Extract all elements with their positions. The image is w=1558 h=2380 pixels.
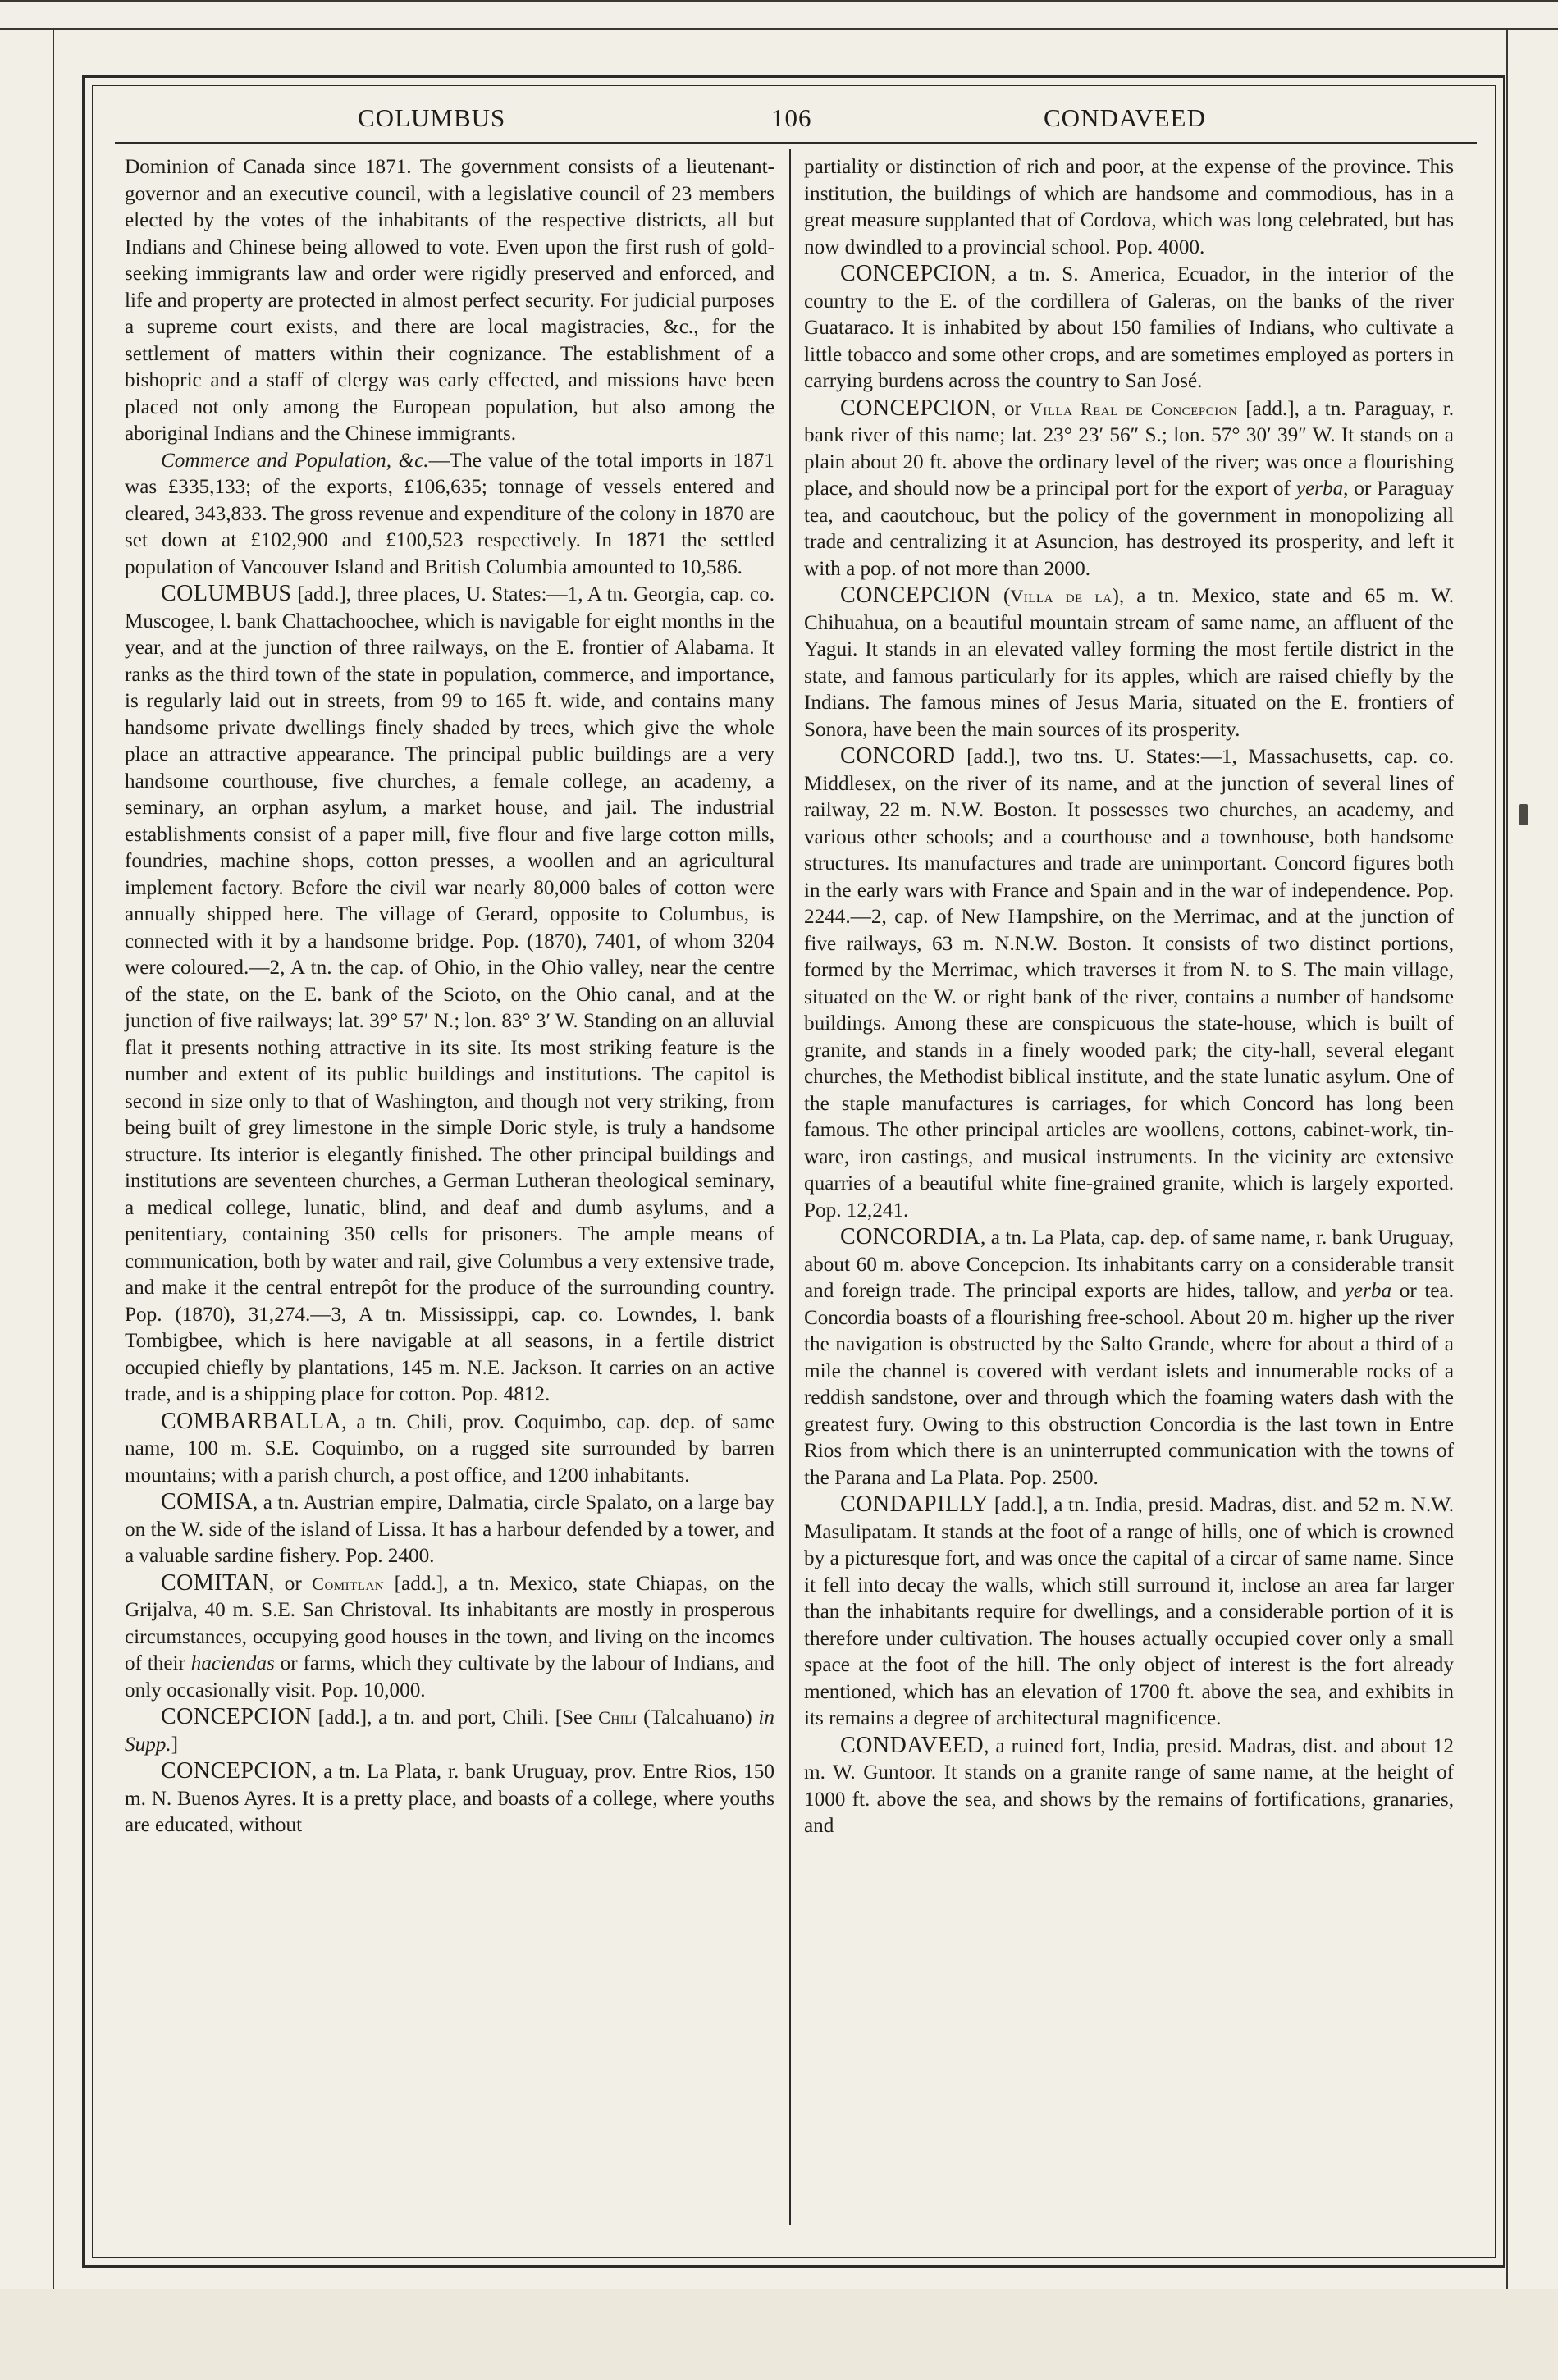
entry-text: , or Paraguay tea, and caoutchouc, but the policy of the government in monopolizing all trade and centralizing it at Asuncion, has destroyed its prosperity, and left it with a pop. of not more than 2000. — [804, 477, 1454, 580]
continued-text — [804, 154, 1454, 261]
header-rule — [115, 142, 1477, 144]
left-edge-rule — [53, 28, 54, 2292]
entry-text: [add.], a tn. and port, Chili. [See — [311, 1706, 599, 1729]
entry-headword: CONCEPCION — [161, 1704, 312, 1729]
entry-text: (Talcahuano) — [637, 1706, 759, 1729]
left-column — [125, 154, 774, 1839]
italic-text: Commerce and Population, &c. — [161, 449, 429, 472]
entry-headword: COMISA — [161, 1489, 253, 1514]
right-edge-rule — [1506, 28, 1508, 2292]
entry-text: [add.], a tn. India, presid. Madras, dist. and 52 m. N.W. Masulipatam. It stands at the foot of a range of hills, one of which is crowned by a picturesque fort, and was once the capital of a circar of same name. Since it fell into decay the walls, which still surround it, inclose an area far larger than the inhabitants require for dwellings, and a considerable portion of it is therefore under cultivation. The houses actually occupied cover only a small space at the foot of the hill. The only object of interest is the fort already mentioned, which has an elevation of 1700 ft. above the sea, and exhibits in its remains a degree of architectural magnificence. — [804, 1494, 1454, 1729]
gazetteer-entry — [804, 1491, 1454, 1733]
gazetteer-entry — [804, 582, 1454, 743]
gazetteer-entry — [804, 1733, 1454, 1840]
gazetteer-entry — [125, 1409, 774, 1490]
gazetteer-entry — [804, 261, 1454, 395]
gazetteer-entry — [125, 448, 774, 582]
entry-text: ), a tn. Mexico, state and 65 m. W. Chihuahua, on a beautiful mountain stream of same name, an affluent of the Yagui. It stands in an elevated valley forming the most fertile district in the state, and famous particularly for its apples, which are raised chiefly by the Indians. The famous mines of Jesus Maria, situated on the E. frontiers of Sonora, have been the main sources of its prosperity. — [804, 585, 1454, 741]
entry-text: , a tn. Chili, prov. Coquimbo, cap. dep. of same name, 100 m. S.E. Coquimbo, on a rugged site surrounded by barren mountains; with a parish church, a post office, and 1200 inhabitants. — [125, 1410, 774, 1487]
entry-headword: CONCEPCION — [840, 395, 991, 421]
page-number: 106 — [771, 103, 812, 132]
gazetteer-entry — [804, 1224, 1454, 1491]
gazetteer-entry — [125, 1704, 774, 1758]
small-caps-text: Villa de la — [1010, 586, 1113, 606]
gazetteer-entry — [804, 395, 1454, 583]
entry-text: partiality or distinction of rich and poor, at the expense of the province. This institution, the buildings of which are handsome and commodious, has in a great measure supplanted that of Cordova, which was long celebrated, but has now dwindled to a provincial school. Pop. 4000. — [804, 156, 1454, 258]
continued-text — [125, 154, 774, 448]
column-divider — [789, 149, 791, 2225]
entry-headword: COMITAN — [161, 1569, 269, 1596]
entry-text: , or — [268, 1572, 313, 1595]
entry-text: ] — [171, 1733, 179, 1756]
entry-text: , a tn. Austrian empire, Dalmatia, circle Spalato, on a large bay on the W. side of the island of Lissa. It has a harbour defended by a tower, and a valuable sardine fishery. Pop. 2400. — [125, 1491, 774, 1567]
entry-text: [add.], a tn. Paraguay, r. bank river of this name; lat. 23° 23′ 56″ S.; lon. 57° 30′ 39″ W. It stands on a plain about 20 ft. above the ordinary level of the river; was once a flourishing place, and should now be a principal port for the export of — [804, 397, 1454, 500]
page-bottom-margin — [0, 2289, 1558, 2380]
entry-headword: CONCEPCION — [161, 1758, 312, 1784]
entry-text: [add.], a tn. Mexico, state Chiapas, on the Grijalva, 40 m. S.E. San Christoval. Its inhabitants are mostly in prosperous circumstances, occupying good houses in the town, and living on the incomes of their — [125, 1572, 774, 1674]
entry-text: , a tn. S. America, Ecuador, in the interior of the country to the E. of the cordillera of Galeras, on the banks of the river Guataraco. It is inhabited by about 150 families of Indians, who cultivate a little tobacco and some other crops, and are sometimes employed as porters in carrying burdens across the country to San José. — [804, 263, 1454, 392]
entry-text: , a tn. La Plata, cap. dep. of same name, r. bank Uruguay, about 60 m. above Concepcion. Its inhabitants carry on a considerable transit and foreign trade. The principal exports are hides, tallow, and — [804, 1227, 1454, 1302]
gazetteer-entry — [125, 581, 774, 1409]
gazetteer-entry — [125, 1570, 774, 1705]
small-caps-text: Chili — [598, 1707, 637, 1728]
entry-headword: CONCEPCION — [840, 582, 991, 608]
entry-text: [add.], three places, U. States:—1, A tn. Georgia, cap. co. Muscogee, l. bank Chattachoochee, which is navigable for eight months in the year, and at the junction of three railways, on the E. frontier of Alabama. It ranks as the third town of the state in population, commerce, and importance, is regularly laid out in streets, from 99 to 165 ft. wide, and contains many handsome private dwellings finely shaded by trees, which give the whole place an attractive appearance. The principal public buildings are a very handsome courthouse, five churches, a female college, an academy, a seminary, an orphan asylum, a market house, and jail. The industrial establishments consist of a paper mill, five flour and five large cotton mills, foundries, machine shops, cotton presses, a woollen and an agricultural implement factory. Before the civil war nearly 80,000 bales of cotton were annually shipped here. The village of Gerard, opposite to Columbus, is connected with it by a handsome bridge. Pop. (1870), 7401, of whom 3204 were coloured.—2, A tn. the cap. of Ohio, in the Ohio valley, near the centre of the state, on the E. bank of the Scioto, on the Ohio canal, and at the junction of five railways; lat. 39° 57′ N.; lon. 83° 3′ W. Standing on an alluvial flat it presents nothing attractive in its site. Its most striking feature is the number and extent of its public buildings and institutions. The capitol is second in size only to that of Washington, and though not very striking, from being built of grey limestone in the simple Doric style, is truly a handsome structure. Its interior is elegantly finished. The other principal buildings and institutions are seventeen churches, a German Lutheran theological seminary, a medical college, lunatic, blind, and deaf and dumb asylums, and a penitentiary, containing 350 cells for prisoners. The ample means of communication, both by water and rail, give Columbus a very extensive trade, and make it the central entrepôt for the produce of the surrounding country. Pop. (1870), 31,274.—3, A tn. Mississippi, cap. co. Lowndes, l. bank Tombigbee, which is here navigable at all seasons, in a fertile district occupied chiefly by plantations, 145 m. N.E. Jackson. It carries on an active trade, and is a shipping place for cotton. Pop. 4812. — [125, 583, 774, 1405]
gazetteer-entry — [125, 1489, 774, 1570]
entry-headword: COMBARBALLA — [161, 1408, 342, 1434]
italic-text: yerba — [1295, 477, 1344, 500]
header-right-guide-word: CONDAVEED — [1044, 103, 1206, 132]
italic-text: haciendas — [190, 1652, 275, 1674]
gazetteer-entry — [125, 1758, 774, 1839]
entry-headword: CONDAPILLY — [840, 1491, 989, 1517]
header-left-guide-word: COLUMBUS — [358, 103, 506, 132]
entry-text: or tea. Concordia boasts of a flourishing free-school. About 20 m. higher up the river the navigation is obstructed by the Salto Grande, where for about a third of a mile the channel is covered with verdant islets and innumerable rocks of a reddish sandstone, over and through which the foaming waters dash with the greatest fury. Owing to this obstruction Concordia is the last town in Entre Rios from which there is an uninterrupted communication with the towns of the Parana and La Plata. Pop. 2500. — [804, 1280, 1454, 1489]
gazetteer-entry — [804, 743, 1454, 1224]
small-caps-text: Villa Real de Concepcion — [1029, 398, 1238, 419]
small-caps-text: Comitlan — [312, 1573, 385, 1594]
entry-text: [add.], two tns. U. States:—1, Massachusetts, cap. co. Middlesex, on the river of its name, and at the junction of several lines of railway, 22 m. N.W. Boston. It possesses two churches, an academy, and various other schools; and a courthouse and a townhouse, both handsome structures. Its manufactures and trade are unimportant. Concord figures both in the early wars with France and Spain and in the war of independence. Pop. 2244.—2, cap. of New Hampshire, on the Merrimac, and at the junction of five railways, 63 m. N.N.W. Boston. It consists of two distinct portions, formed by the Merrimac, which traverses it from N. to S. The main village, situated on the W. or right bank of the river, contains a number of handsome buildings. Among these are conspicuous the state-house, which is built of granite, and stands in a finely wooded park; the city-hall, several elegant churches, the Methodist biblical institute, and the state lunatic asylum. One of the staple manufactures is carriages, for which Concord has long been famous. The other principal articles are woollens, cottons, cabinet-work, tin-ware, iron castings, and musical instruments. In the vicinity are extensive quarries of a beautiful white fine-grained granite, which is largely exported. Pop. 12,241. — [804, 746, 1454, 1222]
entry-text: , a tn. La Plata, r. bank Uruguay, prov. Entre Rios, 150 m. N. Buenos Ayres. It is a pretty place, and boasts of a college, where youths are educated, without — [125, 1761, 774, 1836]
entry-text: or farms, which they cultivate by the labour of Indians, and only occasionally visit. Pop. 10,000. — [125, 1652, 774, 1702]
right-column — [804, 154, 1454, 1840]
running-header — [107, 97, 1485, 136]
entry-text: , or — [990, 397, 1030, 420]
entry-text: —The value of the total imports in 1871 was £335,133; of the exports, £106,635; tonnage of vessels entered and cleared, 343,833. The gross revenue and expenditure of the colony in 1870 are set down at £102,900 and £100,523 respectively. In 1871 the settled population of Vancouver Island and British Columbia amounted to 10,586. — [125, 449, 774, 578]
entry-headword: CONCORDIA — [840, 1224, 980, 1249]
entry-text: ( — [990, 585, 1011, 607]
entry-headword: CONDAVEED — [840, 1732, 985, 1758]
italic-text: in Supp. — [125, 1706, 774, 1756]
entry-text: Dominion of Canada since 1871. The government consists of a lieutenant-governor and an executive council, with a legislative council of 23 members elected by the votes of the inhabitants of the respective districts, all but Indians and Chinese being allowed to vote. Even upon the first rush of gold-seeking immigrants law and order were rigidly preserved and enforced, and life and property are protected in almost perfect security. For judicial purposes a supreme court exists, and there are local magistracies, &c., for the settlement of matters within their cognizance. The establishment of a bishopric and a staff of clergy was early effected, and missions have been placed not only among the European population, but also among the aboriginal Indians and the Chinese immigrants. — [125, 156, 774, 445]
entry-headword: CONCEPCION — [840, 261, 991, 286]
top-right-rule — [0, 28, 1558, 30]
top-rule — [0, 0, 1558, 2]
page-edge-mark — [1519, 804, 1528, 825]
italic-text: yerba — [1344, 1280, 1392, 1302]
entry-headword: CONCORD — [840, 743, 956, 769]
entry-text: , a ruined fort, India, presid. Madras, dist. and about 12 m. W. Guntoor. It stands on a granite range of same name, at the height of 1000 ft. above the sea, and shows by the remains of fortifications, granaries, and — [804, 1734, 1454, 1837]
entry-headword: COLUMBUS — [161, 581, 292, 606]
